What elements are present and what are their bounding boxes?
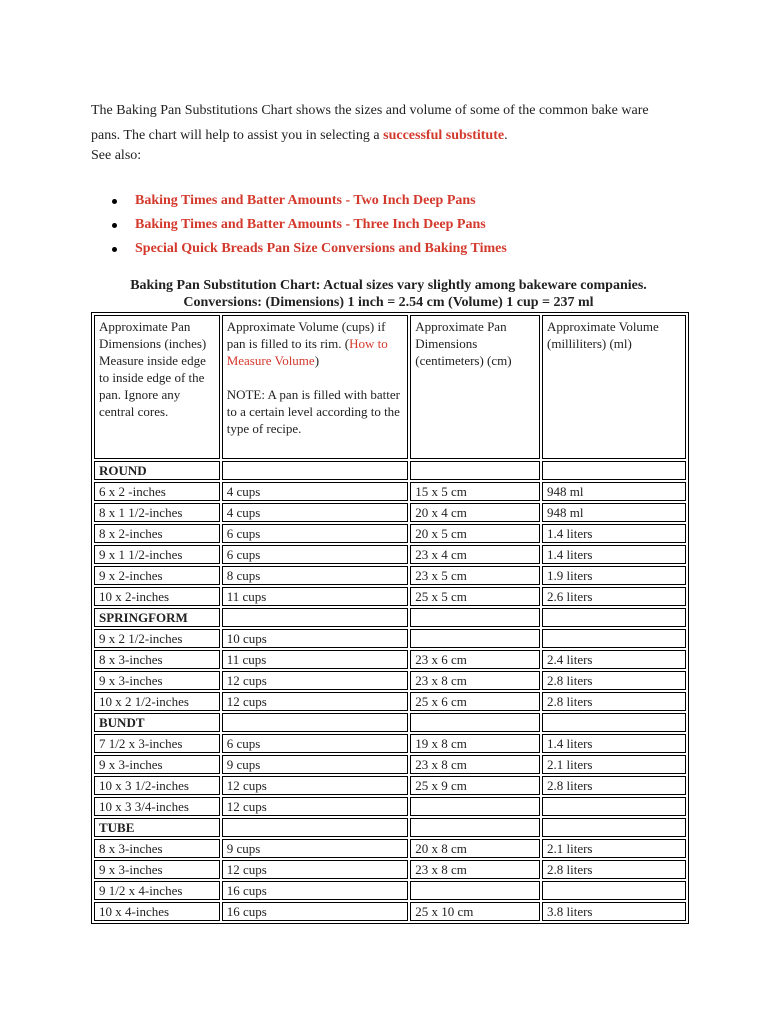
table-row xyxy=(94,566,686,585)
table-row xyxy=(94,797,686,816)
cell-cups: 9 cups xyxy=(222,755,409,774)
cell-inches: 8 x 3-inches xyxy=(94,839,220,858)
link-three-inch-pans[interactable]: Baking Times and Batter Amounts - Three Inch Deep Pans xyxy=(135,217,486,232)
cell-cm xyxy=(410,629,540,648)
table-row xyxy=(94,629,686,648)
table-row xyxy=(94,650,686,669)
cell-cups: 12 cups xyxy=(222,671,409,690)
cell-ml: 2.4 liters xyxy=(542,650,686,669)
header-pan-inches: Approximate Pan Dimensions (inches) Measure inside edge to inside edge of the pan. Ignore any central cores. xyxy=(94,315,220,459)
bullet-icon xyxy=(112,223,117,228)
table-row xyxy=(94,734,686,753)
section-row xyxy=(94,818,686,837)
table-row xyxy=(94,587,686,606)
cell-inches: 9 x 3-inches xyxy=(94,860,220,879)
see-also-label: See also: xyxy=(91,148,142,163)
cell-ml: 3.8 liters xyxy=(542,902,686,921)
intro-line-2 xyxy=(91,123,691,148)
cell-inches: 9 x 3-inches xyxy=(94,671,220,690)
empty-cell xyxy=(410,713,540,732)
cell-cups: 10 cups xyxy=(222,629,409,648)
intro-paragraph xyxy=(91,98,691,148)
cell-inches: 7 1/2 x 3-inches xyxy=(94,734,220,753)
cell-cups: 12 cups xyxy=(222,860,409,879)
cell-ml: 2.1 liters xyxy=(542,839,686,858)
cell-cm: 25 x 5 cm xyxy=(410,587,540,606)
empty-cell xyxy=(410,608,540,627)
cell-ml: 1.4 liters xyxy=(542,545,686,564)
cell-cups: 16 cups xyxy=(222,902,409,921)
empty-cell xyxy=(542,461,686,480)
cell-cups: 6 cups xyxy=(222,734,409,753)
header-volume-note: NOTE: A pan is filled with batter to a certain level according to the type of recipe. xyxy=(226,387,401,436)
cell-inches: 10 x 3 1/2-inches xyxy=(94,776,220,795)
cell-inches: 8 x 1 1/2-inches xyxy=(94,503,220,522)
empty-cell xyxy=(222,818,409,837)
cell-inches: 9 x 2-inches xyxy=(94,566,220,585)
table-row xyxy=(94,881,686,900)
caption-line-1: Baking Pan Substitution Chart: Actual sizes vary slightly among bakeware companies. xyxy=(130,278,647,293)
cell-cm: 23 x 8 cm xyxy=(410,671,540,690)
cell-cups: 8 cups xyxy=(222,566,409,585)
intro-line-2-text: pans. The chart will help to assist you in selecting a xyxy=(91,128,384,143)
cell-cups: 12 cups xyxy=(222,776,409,795)
header-volume-end: ) xyxy=(314,353,320,368)
successful-substitute-link[interactable]: successful substitute xyxy=(383,128,505,143)
cell-cups: 12 cups xyxy=(222,797,409,816)
cell-ml: 948 ml xyxy=(542,503,686,522)
caption-line-2: Conversions: (Dimensions) 1 inch = 2.54 cm (Volume) 1 cup = 237 ml xyxy=(183,295,594,310)
cell-inches: 9 1/2 x 4-inches xyxy=(94,881,220,900)
cell-cm: 15 x 5 cm xyxy=(410,482,540,501)
table-row xyxy=(94,860,686,879)
cell-cups: 4 cups xyxy=(222,503,409,522)
cell-ml: 2.8 liters xyxy=(542,671,686,690)
cell-cm: 23 x 8 cm xyxy=(410,860,540,879)
cell-cm: 19 x 8 cm xyxy=(410,734,540,753)
table-row xyxy=(94,524,686,543)
empty-cell xyxy=(410,818,540,837)
cell-inches: 6 x 2 -inches xyxy=(94,482,220,501)
cell-ml: 2.8 liters xyxy=(542,776,686,795)
cell-cups: 6 cups xyxy=(222,545,409,564)
link-two-inch-pans[interactable]: Baking Times and Batter Amounts - Two Inch Deep Pans xyxy=(135,193,476,208)
empty-cell xyxy=(410,461,540,480)
cell-cm: 25 x 10 cm xyxy=(410,902,540,921)
cell-cups: 4 cups xyxy=(222,482,409,501)
cell-cm: 20 x 8 cm xyxy=(410,839,540,858)
list-item xyxy=(91,237,507,261)
cell-ml: 2.8 liters xyxy=(542,860,686,879)
empty-cell xyxy=(222,608,409,627)
cell-cm: 23 x 4 cm xyxy=(410,545,540,564)
cell-ml: 2.8 liters xyxy=(542,692,686,711)
bullet-icon xyxy=(112,247,117,252)
bullet-icon xyxy=(112,199,117,204)
cell-inches: 9 x 1 1/2-inches xyxy=(94,545,220,564)
link-quick-breads[interactable]: Special Quick Breads Pan Size Conversions and Baking Times xyxy=(135,241,507,256)
section-title: ROUND xyxy=(94,461,220,480)
empty-cell xyxy=(542,818,686,837)
list-item xyxy=(91,213,507,237)
cell-cm: 20 x 4 cm xyxy=(410,503,540,522)
empty-cell xyxy=(222,461,409,480)
cell-cm: 23 x 8 cm xyxy=(410,755,540,774)
cell-ml: 1.4 liters xyxy=(542,524,686,543)
empty-cell xyxy=(542,713,686,732)
section-title: SPRINGFORM xyxy=(94,608,220,627)
table-row xyxy=(94,503,686,522)
header-volume-ml: Approximate Volume (milliliters) (ml) xyxy=(542,315,686,459)
cell-cups: 6 cups xyxy=(222,524,409,543)
cell-ml: 2.6 liters xyxy=(542,587,686,606)
table-row xyxy=(94,692,686,711)
table-row xyxy=(94,671,686,690)
cell-inches: 8 x 2-inches xyxy=(94,524,220,543)
intro-line-1: The Baking Pan Substitutions Chart shows the sizes and volume of some of the common bake ware xyxy=(91,103,649,118)
cell-cm xyxy=(410,797,540,816)
cell-cm xyxy=(410,881,540,900)
table-row xyxy=(94,839,686,858)
header-pan-cm: Approximate Pan Dimensions (centimeters) (cm) xyxy=(410,315,540,459)
cell-inches: 10 x 4-inches xyxy=(94,902,220,921)
see-also-list xyxy=(91,189,507,261)
table-row xyxy=(94,545,686,564)
cell-inches: 9 x 2 1/2-inches xyxy=(94,629,220,648)
table-row xyxy=(94,902,686,921)
cell-cups: 11 cups xyxy=(222,650,409,669)
header-volume-cups xyxy=(222,315,409,459)
section-title: TUBE xyxy=(94,818,220,837)
section-row xyxy=(94,461,686,480)
cell-inches: 10 x 2 1/2-inches xyxy=(94,692,220,711)
pan-substitution-table xyxy=(91,312,689,924)
section-title: BUNDT xyxy=(94,713,220,732)
cell-ml xyxy=(542,797,686,816)
cell-cups: 9 cups xyxy=(222,839,409,858)
cell-inches: 10 x 3 3/4-inches xyxy=(94,797,220,816)
cell-inches: 10 x 2-inches xyxy=(94,587,220,606)
header-volume-text: Approximate Volume (cups) if pan is filled to its rim. ( xyxy=(226,319,386,351)
cell-cups: 12 cups xyxy=(222,692,409,711)
table-row xyxy=(94,755,686,774)
cell-cm: 20 x 5 cm xyxy=(410,524,540,543)
intro-line-2-end: . xyxy=(504,128,508,143)
cell-cups: 11 cups xyxy=(222,587,409,606)
cell-inches: 8 x 3-inches xyxy=(94,650,220,669)
cell-ml: 948 ml xyxy=(542,482,686,501)
table-caption xyxy=(91,277,686,311)
cell-cm: 25 x 9 cm xyxy=(410,776,540,795)
cell-cm: 23 x 6 cm xyxy=(410,650,540,669)
cell-ml xyxy=(542,881,686,900)
cell-cm: 25 x 6 cm xyxy=(410,692,540,711)
cell-ml: 1.9 liters xyxy=(542,566,686,585)
cell-ml: 2.1 liters xyxy=(542,755,686,774)
empty-cell xyxy=(222,713,409,732)
table-row xyxy=(94,776,686,795)
section-row xyxy=(94,713,686,732)
how-to-measure-volume-link[interactable]: How to Measure Volume xyxy=(226,336,388,368)
section-row xyxy=(94,608,686,627)
cell-cups: 16 cups xyxy=(222,881,409,900)
cell-cm: 23 x 5 cm xyxy=(410,566,540,585)
table-header-row xyxy=(94,315,686,459)
table-row xyxy=(94,482,686,501)
cell-ml: 1.4 liters xyxy=(542,734,686,753)
cell-inches: 9 x 3-inches xyxy=(94,755,220,774)
cell-ml xyxy=(542,629,686,648)
list-item xyxy=(91,189,507,213)
empty-cell xyxy=(542,608,686,627)
